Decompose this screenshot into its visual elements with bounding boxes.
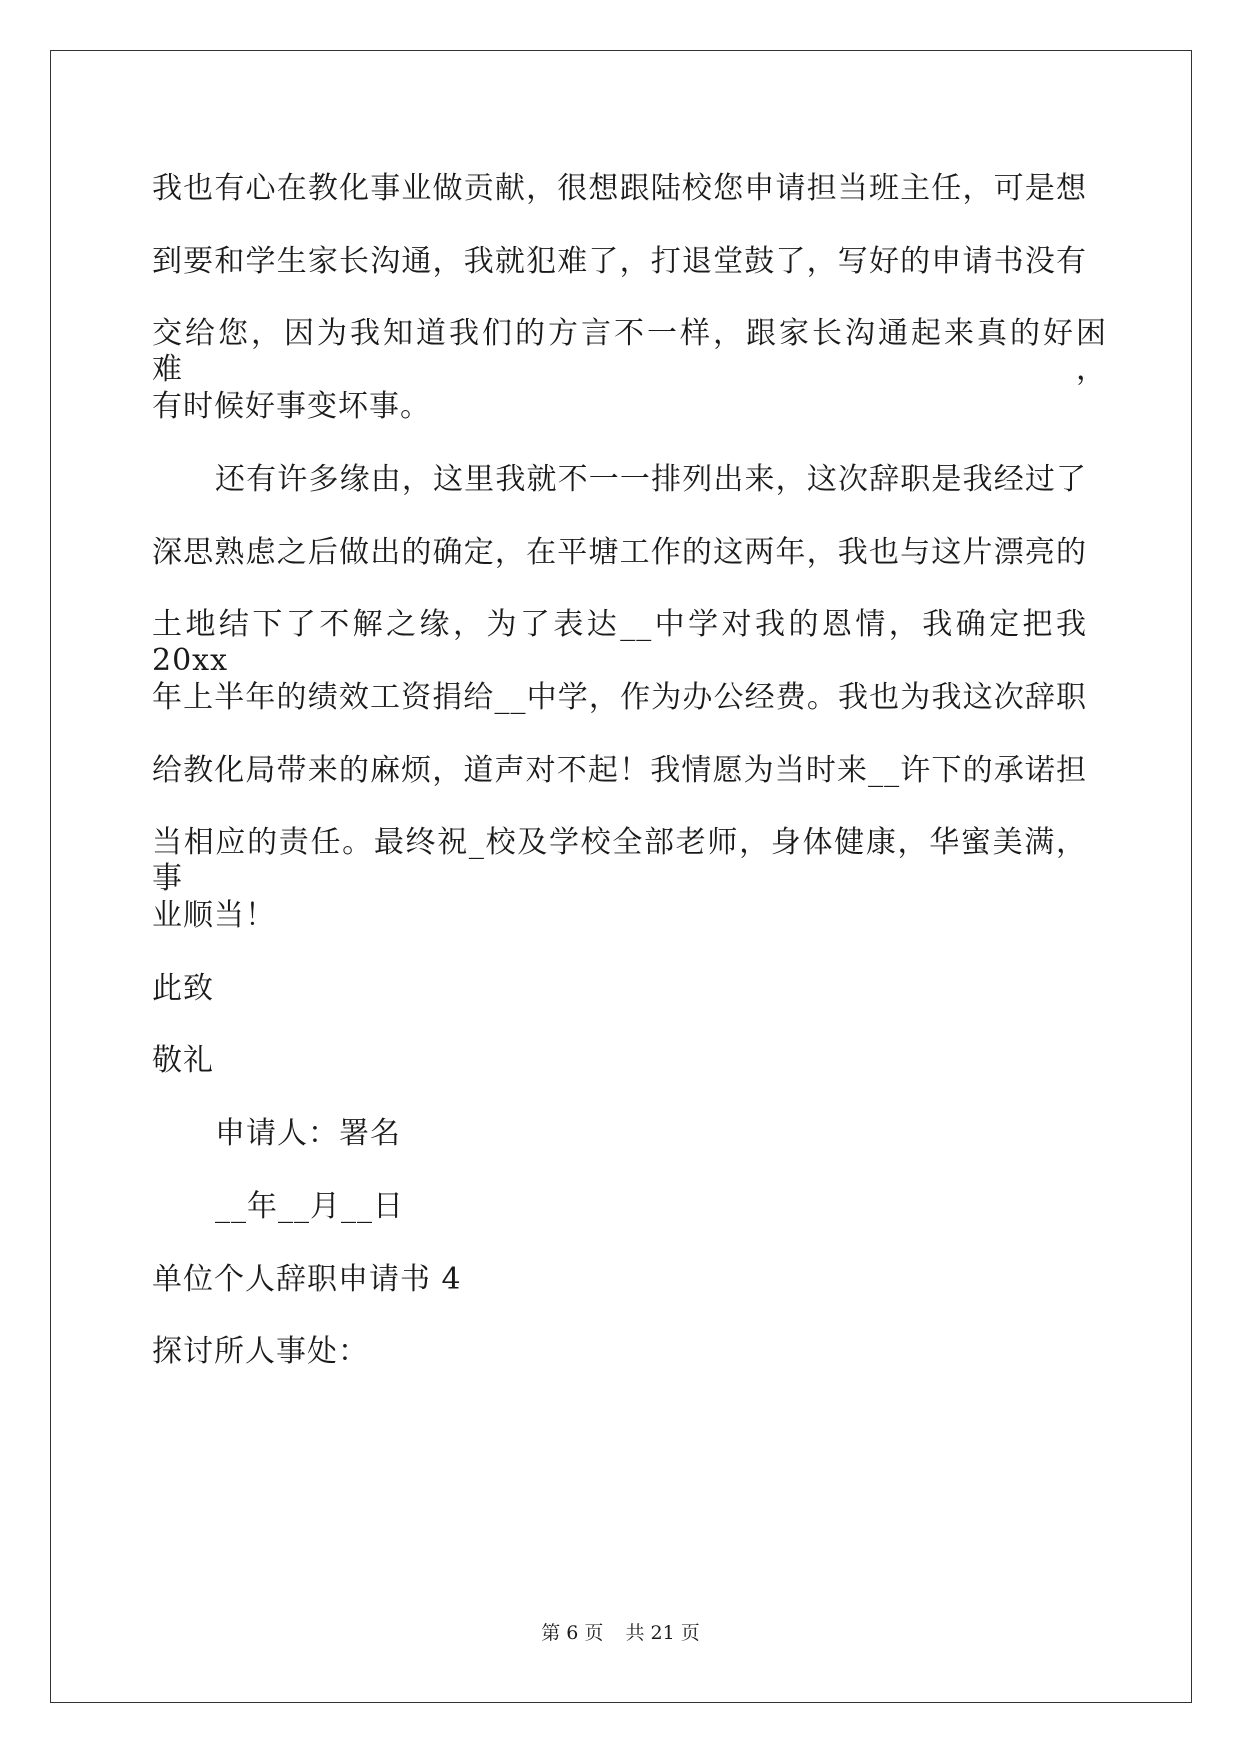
paragraph-line: 年上半年的绩效工资捐给__中学，作为办公经费。我也为我这次辞职: [152, 680, 1087, 715]
paragraph-line: 当相应的责任。最终祝_校及学校全部老师，身体健康，华蜜美满，事: [152, 825, 1087, 896]
date-line: __年__月__日: [215, 1189, 404, 1224]
paragraph-line: 土地结下了不解之缘，为了表达__中学对我的恩情，我确定把我 20xx: [152, 607, 1087, 678]
signature-line: 申请人：署名: [215, 1116, 401, 1151]
paragraph-line: 到要和学生家长沟通，我就犯难了，打退堂鼓了，写好的申请书没有: [152, 244, 1087, 279]
paragraph-line: 还有许多缘由，这里我就不一一排列出来，这次辞职是我经过了: [215, 462, 1087, 497]
section-heading: 单位个人辞职申请书 4: [152, 1262, 462, 1297]
closing-salutation: 此致: [152, 971, 214, 1006]
paragraph-line: 深思熟虑之后做出的确定，在平塘工作的这两年，我也与这片漂亮的: [152, 535, 1087, 570]
paragraph-line: 业顺当！: [152, 898, 276, 933]
paragraph-line: 我也有心在教化事业做贡献，很想跟陆校您申请担当班主任，可是想: [152, 171, 1087, 206]
paragraph-line: 交给您，因为我知道我们的方言不一样，跟家长沟通起来真的好困难，: [152, 316, 1107, 387]
page-total: 共 21 页: [625, 1622, 700, 1644]
addressee-line: 探讨所人事处：: [152, 1334, 369, 1369]
page-number: 第 6 页: [541, 1622, 604, 1644]
closing-regards: 敬礼: [152, 1043, 214, 1078]
page-footer: [0, 1621, 1241, 1645]
paragraph-line: 有时候好事变坏事。: [152, 389, 431, 424]
paragraph-line: 给教化局带来的麻烦，道声对不起！我情愿为当时来__许下的承诺担: [152, 753, 1087, 788]
